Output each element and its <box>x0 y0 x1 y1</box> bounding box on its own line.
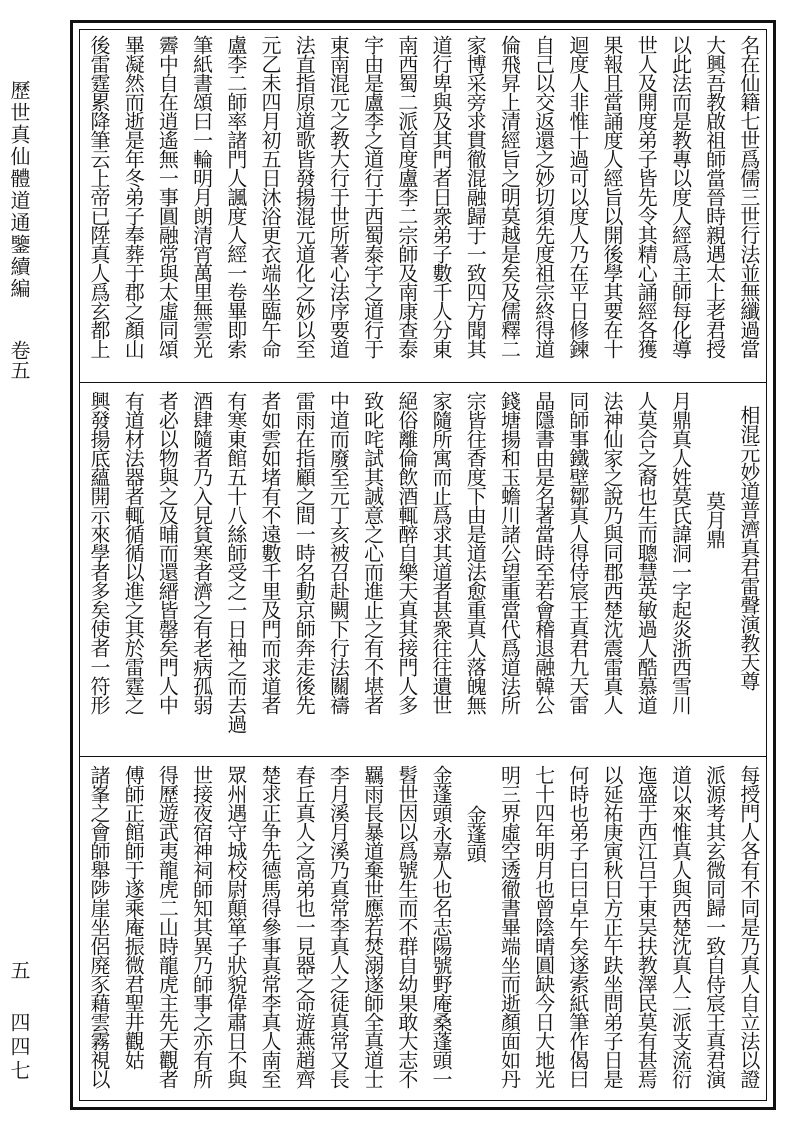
text-column: 者必以物與之及晡而還縉皆罄矣門人中 <box>155 391 180 714</box>
margin-book-title: 歷世真仙體道通鑒續編 <box>7 80 31 300</box>
text-column: 宗皆往香度下由是道法愈重真人落魄無 <box>463 391 488 714</box>
text-column: 酒肆隨者乃入見貧寒者濟之有老病孤弱 <box>189 391 214 714</box>
text-column: 每授門人各有不同是乃真人自立法以證 <box>736 765 761 1088</box>
text-column: 後雷霆累降筆云上帝已陞真人爲玄都上 <box>87 35 111 358</box>
text-column: 相混元妙道普濟真君雷聲演教天尊 <box>736 405 761 690</box>
text-section-2 <box>81 391 767 751</box>
text-column: 得歷遊武夷龍虎二山時龍虎主先天觀者 <box>155 765 180 1088</box>
text-column: 者如雲如堵有不遠數千里及門而求道者 <box>258 391 283 714</box>
text-column: 雷雨在指顧之間一時名動京師奔走後先 <box>292 391 317 714</box>
text-column: 楚求正争先德馬得參事真常李真人南至 <box>258 765 283 1088</box>
text-column: 有寒東館五十八絲師受之一日袖之而去過 <box>223 391 248 733</box>
page-frame <box>70 20 776 1110</box>
section-divider-1 <box>79 382 767 383</box>
text-column: 人莫合之裔也生而聰慧英敏過人酷慕道 <box>634 391 659 714</box>
text-column: 自己以交返還之妙切須先度祖宗終得道 <box>531 35 556 358</box>
text-column: 世人及開度弟子皆先令其精心誦經各獲 <box>634 35 659 358</box>
text-column: 元乙未四月初五日沐浴更衣端坐臨午命 <box>258 35 283 358</box>
text-column: 東南混元之教大行于世所著心法序要道 <box>326 35 351 358</box>
text-column: 錢塘揚和玉蟾川諸公望重當代爲道法所 <box>497 391 522 714</box>
text-column: 晶隱書由是名著當時至若會稽退融韓公 <box>531 391 556 714</box>
margin-page-number: 五 四四七 <box>7 960 31 1084</box>
text-column: 眾州遇守城校尉顛箪子狀貌偉肅日不與 <box>223 765 248 1088</box>
text-section-1 <box>81 35 767 379</box>
text-column: 盧李二師率諸門人諷度人經一卷畢即索 <box>223 35 248 358</box>
text-column: 名在仙籍七世爲儒三世行法並無纖過當 <box>736 35 761 358</box>
text-column: 李月溪月溪乃真常李真人之徒真常又長 <box>326 765 351 1088</box>
text-column: 髫世因以爲號生而不群自幼果敢大志不 <box>394 765 419 1088</box>
text-column: 月鼎真人姓莫氏諱洞一字起炎浙西雪川 <box>668 391 693 714</box>
text-column: 傅師正館師于遂乘庵振微君聖井觀姑 <box>121 765 146 1069</box>
text-column: 明三界虛空透徹書畢端坐而逝顏面如丹 <box>497 765 522 1088</box>
text-column: 迤盛于西江吕于東吴扶教澤民莫有甚焉 <box>634 765 659 1088</box>
text-column: 宇由是盧李之道行于西蜀泰宇之道行于 <box>360 35 385 358</box>
text-column: 春丘真人之高弟也一見器之命遊燕趙齊 <box>292 765 317 1088</box>
text-column: 畢凝然而逝是年冬弟子奉葬于郡之顏山 <box>121 35 146 358</box>
text-column: 法直指原道歌皆發揚混元道化之妙以至 <box>292 35 317 358</box>
text-column: 大興吾教啟祖師當晉時親遇太上老君授 <box>702 35 727 358</box>
text-column: 諸峯之會師舉陟崖坐侶廃豕藉雲霧視以 <box>87 765 111 1088</box>
text-column: 以此法而是教專以度人經爲主師每化導 <box>668 35 693 358</box>
text-column: 羈雨長暴道棄世應若焚溺遂師全真道士 <box>360 765 385 1088</box>
text-column: 致叱咤試其誠意之心而進止之有不堪者 <box>360 391 385 714</box>
text-column: 同師事鐵壁鄒真人得侍宸王真君九天雷 <box>565 391 590 714</box>
text-column: 迴度人非惟十過可以度人乃在平日修鍊 <box>565 35 590 358</box>
section-divider-2 <box>79 756 767 757</box>
text-column: 有道材法器者輒循循以進之其於雷霆之 <box>121 391 146 714</box>
text-column: 興發揚底蘊開示來學者多矣使者一符形 <box>87 391 111 714</box>
text-column: 何時也弟子曰曰卓午矣遂索紙筆作偈曰 <box>565 765 590 1088</box>
text-column: 中道而廢至元丁亥被召赴闕下行法關禱 <box>326 391 351 714</box>
text-column: 七十四年明月也曾陰晴圓缺今日大地光 <box>531 765 556 1088</box>
text-column: 絕俗離倫飲酒輒醉自樂天真其接門人多 <box>394 391 419 714</box>
text-column: 筆紙書頌曰一輪明月朗清宵萬里無雲光 <box>189 35 214 358</box>
section-heading: 金蓬頭 <box>463 805 488 862</box>
text-column: 金蓬頭永嘉人也名志陽號野庵桑蓬頭一 <box>429 765 454 1088</box>
text-column: 霽中自在逍遙無一事圓融常與太虛同頌 <box>155 35 180 358</box>
text-column: 倫飛昇上清經旨之明莫越是矣及儒釋二 <box>497 35 522 358</box>
text-column: 南西蜀二派首度盧李二宗師及南康查泰 <box>394 35 419 358</box>
section-heading: 莫月鼎 <box>702 491 727 548</box>
margin-volume: 卷五 <box>7 340 31 380</box>
text-column: 果報且當誦度人經旨以開後學其要在十 <box>600 35 625 358</box>
text-column: 家隨所寓而止爲求其道者甚衆往往遺世 <box>429 391 454 714</box>
text-column: 道行卑與及其門者日衆弟子數千人分東 <box>429 35 454 358</box>
text-column: 世接夜宿神祠師知其異乃師事之亦有所 <box>189 765 214 1088</box>
text-column: 派源考其玄微同歸一致自侍宸王真君演 <box>702 765 727 1088</box>
text-column: 法神仙家之說乃與同郡西楚沈震雷真人 <box>600 391 625 714</box>
text-section-3 <box>81 765 767 1097</box>
text-column: 道以來惟真人與西楚沈真人二派支流衍 <box>668 765 693 1088</box>
text-column: 以延祐庚寅秋日方正午趺坐問弟子日是 <box>600 765 625 1088</box>
text-column: 家博采旁求貫徹混融歸于一致四方聞其 <box>463 35 488 358</box>
